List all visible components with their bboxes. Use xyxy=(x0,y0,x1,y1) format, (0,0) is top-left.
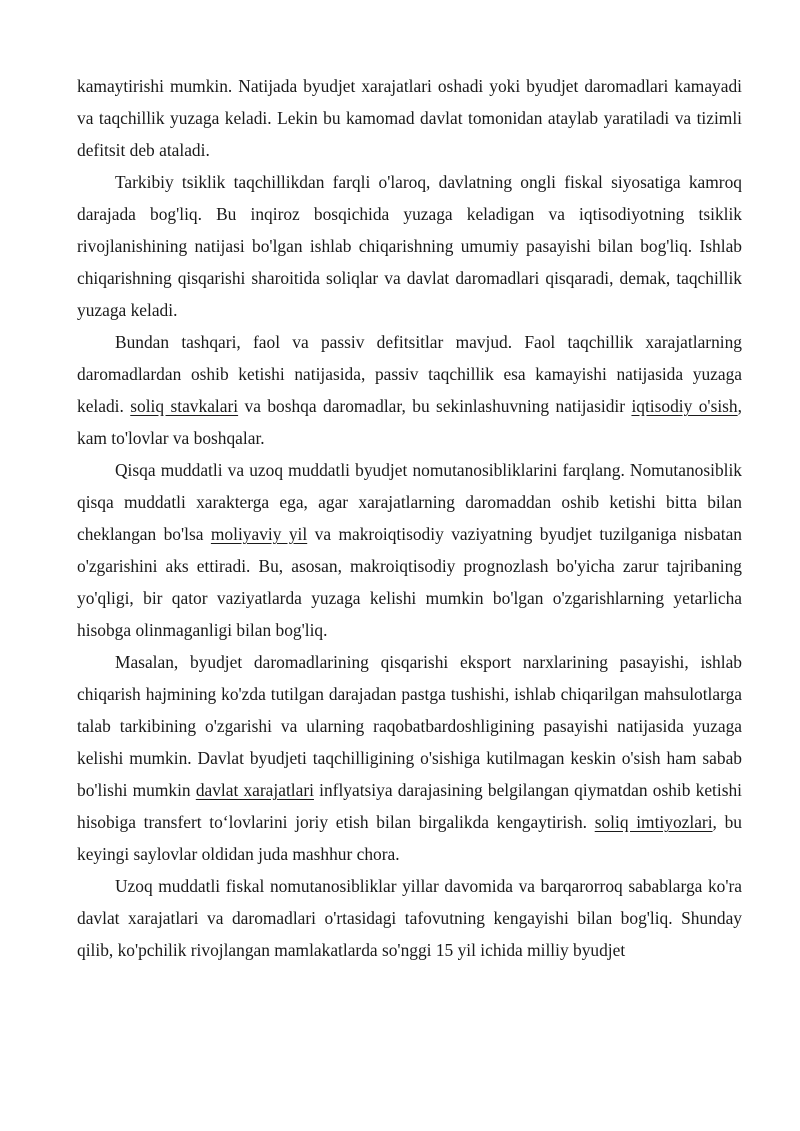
link-soliq-imtiyozlari[interactable]: soliq imtiyozlari xyxy=(594,812,713,832)
paragraph-6-text: Uzoq muddatli fiskal nomutanosibliklar yillar davomida va barqarorroq sabablarga ko'ra davlat xarajatlari va daromadlari o'rtasidagi tafovutning kengayishi bilan bog'liq. Shunday qilib, ko'pchilik rivojlangan mamlakatlarda so'nggi 15 yil ichida milliy byudjet xyxy=(77,876,742,960)
paragraph-4-text-2: va makroiqtisodiy vaziyatning byudjet tuzilganiga nisbatan o'zgarishini aks ettiradi. Bu, asosan, makroiqtisodiy prognozlash bo'yicha zarur tajribaning yo'qligi, bir qator vaziyatlarda yuzaga kelishi mumkin bo'lgan o'zgarishlarning yetarlicha hisobga olinmaganligi bilan bog'liq. xyxy=(77,524,742,640)
paragraph-5 xyxy=(77,646,742,870)
link-davlat-xarajatlari[interactable]: davlat xarajatlari xyxy=(195,780,314,800)
link-iqtisodiy-osish[interactable]: iqtisodiy o'sish xyxy=(631,396,738,416)
paragraph-5-text-2: inflyatsiya darajasining belgilangan qiymatdan oshib ketishi hisobiga transfert to‘lovlarini joriy etish bilan birgalikda kengaytirish. xyxy=(77,780,742,832)
paragraph-3-text-2: va boshqa daromadlar, bu sekinlashuvning natijasidir xyxy=(238,396,632,416)
paragraph-4-text-1: Qisqa muddatli va uzoq muddatli byudjet nomutanosibliklarini farqlang. Nomutanosiblik qisqa muddatli xarakterga ega, agar xarajatlarning daromaddan oshib ketishi bitta bilan cheklangan bo'lsa xyxy=(77,460,742,544)
document-page xyxy=(77,70,742,966)
link-moliyaviy-yil[interactable]: moliyaviy yil xyxy=(210,524,308,544)
paragraph-4 xyxy=(77,454,742,646)
paragraph-2-text: Tarkibiy tsiklik taqchillikdan farqli o'laroq, davlatning ongli fiskal siyosatiga kamroq darajada bog'liq. Bu inqiroz bosqichida yuzaga keladigan va iqtisodiyotning tsiklik rivojlanishining natijasi bo'lgan ishlab chiqarishning umumiy pasayishi bilan bog'liq. Ishlab chiqarishning qisqarishi sharoitida soliqlar va davlat daromadlari qisqaradi, demak, taqchillik yuzaga keladi. xyxy=(77,172,742,320)
paragraph-3-text-1: Bundan tashqari, faol va passiv defitsitlar mavjud. Faol taqchillik xarajatlarning daromadlardan oshib ketishi natijasida, passiv taqchillik esa kamayishi natijasida yuzaga keladi. xyxy=(77,332,742,416)
paragraph-5-text-1: Masalan, byudjet daromadlarining qisqarishi eksport narxlarining pasayishi, ishlab chiqarish hajmining ko'zda tutilgan darajadan pastga tushishi, ishlab chiqarilgan mahsulotlarga talab tarkibining o'zgarishi va ularning raqobatbardoshligining pasayishi natijasida yuzaga kelishi mumkin. Davlat byudjeti taqchilligining o'sishiga kutilmagan keskin o'sish ham sabab bo'lishi mumkin xyxy=(77,652,742,800)
paragraph-6 xyxy=(77,870,742,966)
link-soliq-stavkalari[interactable]: soliq stavkalari xyxy=(130,396,239,416)
paragraph-5-text-3: , bu keyingi saylovlar oldidan juda mashhur chora. xyxy=(77,812,742,864)
paragraph-3-text-3: , kam to'lovlar va boshqalar. xyxy=(77,396,742,448)
paragraph-1-text: kamaytirishi mumkin. Natijada byudjet xarajatlari oshadi yoki byudjet daromadlari kamayadi va taqchillik yuzaga keladi. Lekin bu kamomad davlat tomonidan ataylab yaratiladi va tizimli defitsit deb ataladi. xyxy=(77,76,742,160)
paragraph-3 xyxy=(77,326,742,454)
paragraph-1 xyxy=(77,70,742,166)
paragraph-2 xyxy=(77,166,742,326)
